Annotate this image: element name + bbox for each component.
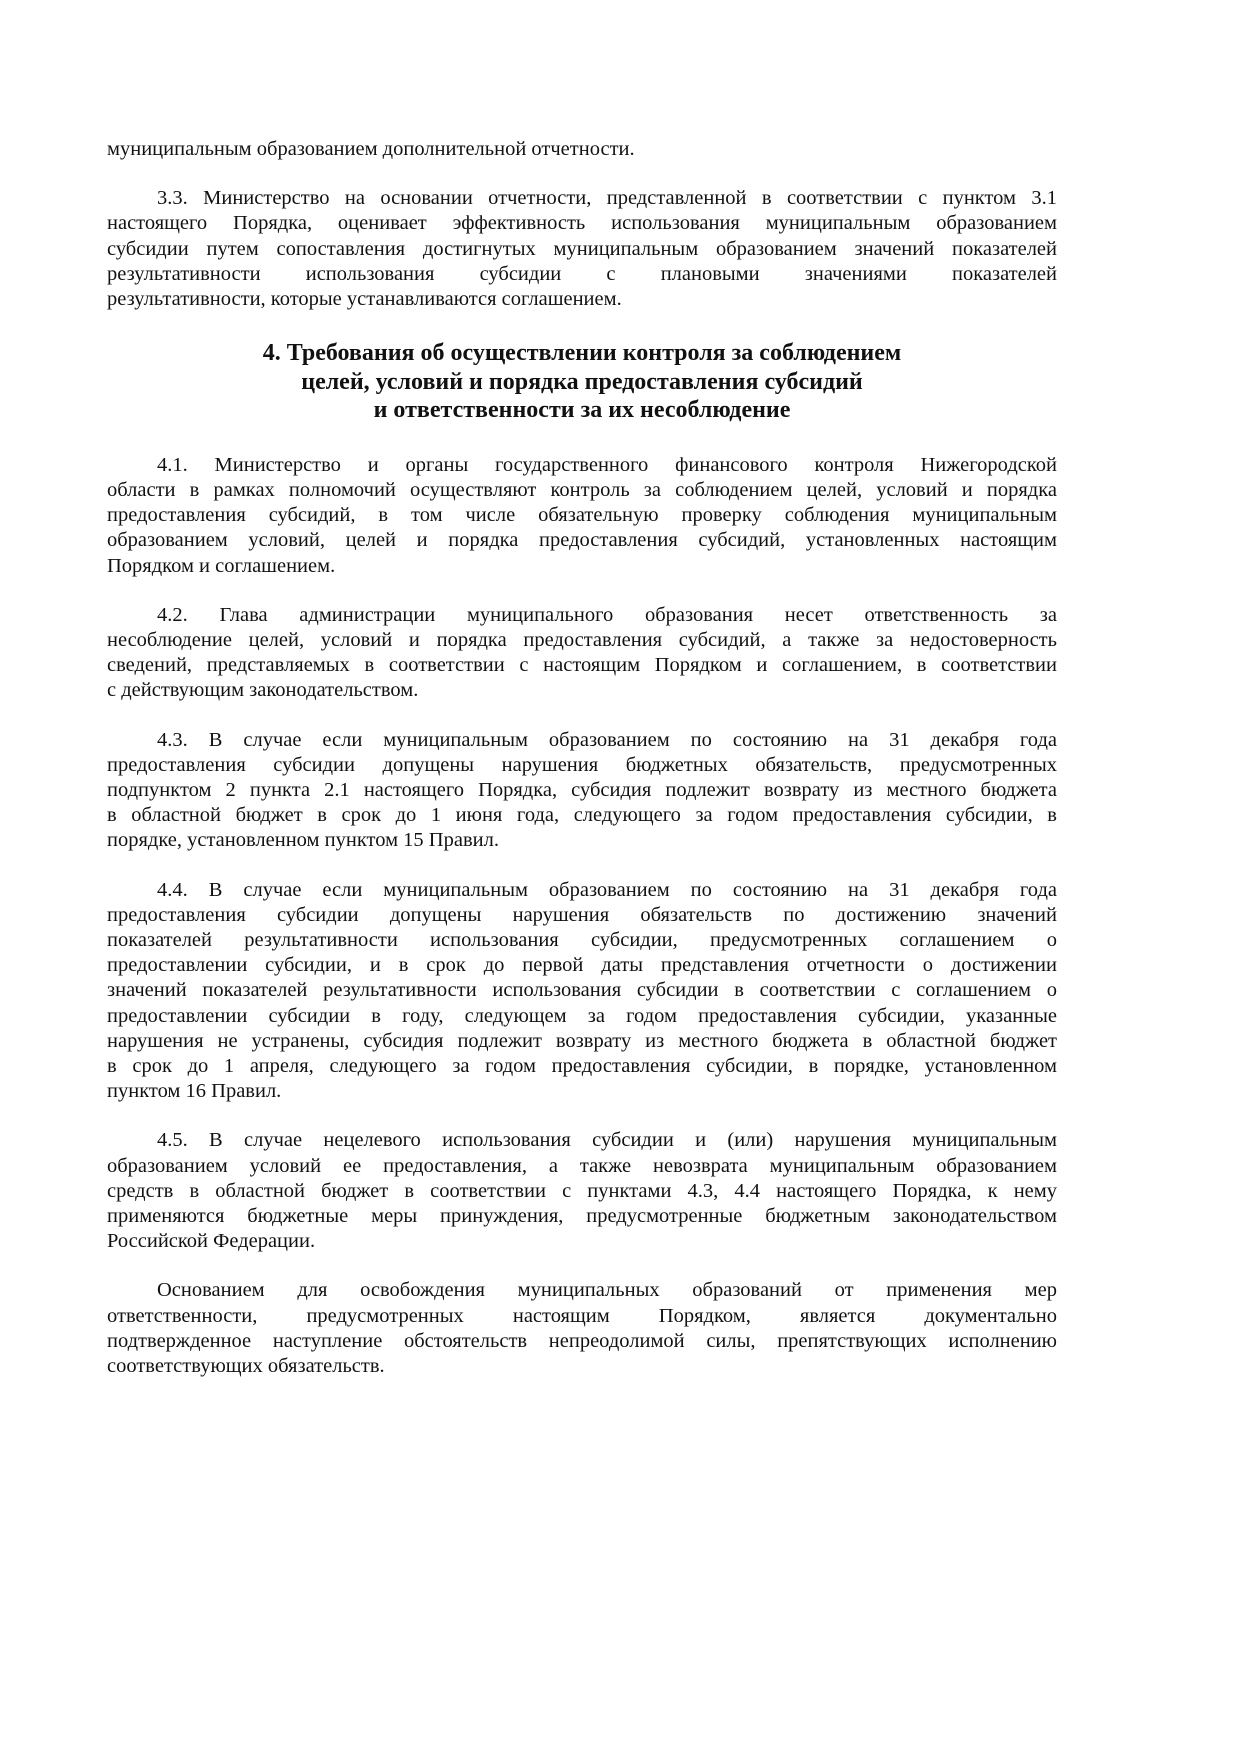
paragraph-4-1 — [107, 453, 1057, 579]
text-line: соответствующих обязательств. — [107, 1355, 385, 1378]
heading-line: и ответственности за их несоблюдение — [373, 397, 791, 424]
heading-line: целей, условий и порядка предоставления субсидий — [301, 368, 863, 395]
paragraph-force-majeure — [107, 1278, 1057, 1379]
text-line: 4.2. Глава администрации муниципального образования несет ответственность за — [157, 603, 1057, 626]
text-line: в областной бюджет в срок до 1 июня года, следующего за годом предоставления субсидии, в — [107, 804, 1057, 827]
text-line: предоставлении субсидии в году, следующем за годом предоставления субсидии, указанные — [107, 1004, 1057, 1027]
text-line: муниципальным образованием дополнительной отчетности. — [107, 138, 635, 160]
text-line: предоставления субсидий, в том числе обязательную проверку соблюдения муниципальным — [107, 504, 1057, 527]
text-line: Российской Федерации. — [107, 1230, 316, 1253]
text-line: подтвержденное наступление обстоятельств непреодолимой силы, препятствующих исполнению — [107, 1329, 1057, 1352]
text-line: Порядком и соглашением. — [107, 554, 336, 577]
section-4-heading — [107, 339, 1057, 425]
paragraph-continuation — [107, 137, 1057, 162]
text-line: применяются бюджетные меры принуждения, предусмотренные бюджетным законодательством — [107, 1205, 1057, 1227]
paragraph-gap — [107, 1104, 1057, 1128]
text-line: 4.1. Министерство и органы государственного финансового контроля Нижегородской — [157, 453, 1057, 476]
paragraph-gap — [107, 1254, 1057, 1278]
text-line: Основанием для освобождения муниципальных образований от применения мер — [157, 1279, 1057, 1302]
text-line: подпунктом 2 пункта 2.1 настоящего Порядка, субсидия подлежит возврату из местного бюджета — [107, 778, 1057, 801]
paragraph-3-3 — [107, 186, 1057, 312]
text-line: сведений, представляемых в соответствии с настоящим Порядком и соглашением, в соответствии — [107, 654, 1057, 677]
text-line: области в рамках полномочий осуществляют контроль за соблюдением целей, условий и порядка — [107, 478, 1057, 501]
text-line: порядке, установленном пунктом 15 Правил. — [107, 829, 499, 852]
paragraph-gap — [107, 704, 1057, 728]
text-line: показателей результативности использования субсидии, предусмотренных соглашением о — [107, 928, 1057, 951]
text-line: 4.3. В случае если муниципальным образованием по состоянию на 31 декабря года — [157, 728, 1057, 751]
text-line: образованием условий, целей и порядка предоставления субсидий, установленных настоящим — [107, 529, 1057, 552]
text-line: 4.5. В случае нецелевого использования субсидии и (или) нарушения муниципальным — [157, 1129, 1057, 1152]
paragraph-4-4 — [107, 878, 1057, 1105]
text-line: настоящего Порядка, оценивает эффективность использования муниципальным образованием — [107, 212, 1057, 235]
paragraph-gap — [107, 854, 1057, 878]
text-line: несоблюдение целей, условий и порядка предоставления субсидий, а также за недостоверность — [107, 628, 1057, 651]
heading-gap — [107, 425, 1057, 453]
paragraph-4-3 — [107, 728, 1057, 854]
paragraph-gap — [107, 579, 1057, 603]
text-line: образованием условий ее предоставления, а также невозврата муниципальным образованием — [107, 1154, 1057, 1177]
text-line: результативности, которые устанавливаются соглашением. — [107, 288, 622, 311]
text-line: в срок до 1 апреля, следующего за годом предоставления субсидии, в порядке, установленном — [107, 1054, 1057, 1077]
text-line: ответственности, предусмотренных настоящим Порядком, является документально — [107, 1304, 1057, 1327]
text-line: предоставления субсидии допущены нарушения обязательств по достижению значений — [107, 903, 1057, 926]
text-line: пунктом 16 Правил. — [107, 1080, 282, 1103]
text-line: результативности использования субсидии с плановыми значениями показателей — [107, 262, 1057, 285]
text-line: 4.4. В случае если муниципальным образованием по состоянию на 31 декабря года — [157, 878, 1057, 901]
paragraph-gap — [107, 162, 1057, 186]
paragraph-4-5 — [107, 1128, 1057, 1254]
text-line: 3.3. Министерство на основании отчетности, представленной в соответствии с пунктом 3.1 — [157, 187, 1057, 210]
text-line: предоставления субсидии допущены нарушения бюджетных обязательств, предусмотренных — [107, 753, 1057, 776]
paragraph-4-2 — [107, 603, 1057, 704]
text-line: с действующим законодательством. — [107, 679, 419, 702]
text-line: значений показателей результативности использования субсидии в соответствии с соглашением о — [107, 979, 1057, 1002]
text-line: нарушения не устранены, субсидия подлежит возврату из местного бюджета в областной бюджет — [107, 1029, 1057, 1052]
heading-line: 4. Требования об осуществлении контроля за соблюдением — [262, 340, 902, 367]
heading-gap — [107, 312, 1057, 339]
text-line: предоставлении субсидии, и в срок до первой даты представления отчетности о достижении — [107, 954, 1057, 977]
document-page — [107, 137, 1057, 1379]
text-line: средств в областной бюджет в соответствии с пунктами 4.3, 4.4 настоящего Порядка, к нему — [107, 1179, 1057, 1202]
text-line: субсидии путем сопоставления достигнутых муниципальным образованием значений показателей — [107, 237, 1057, 260]
